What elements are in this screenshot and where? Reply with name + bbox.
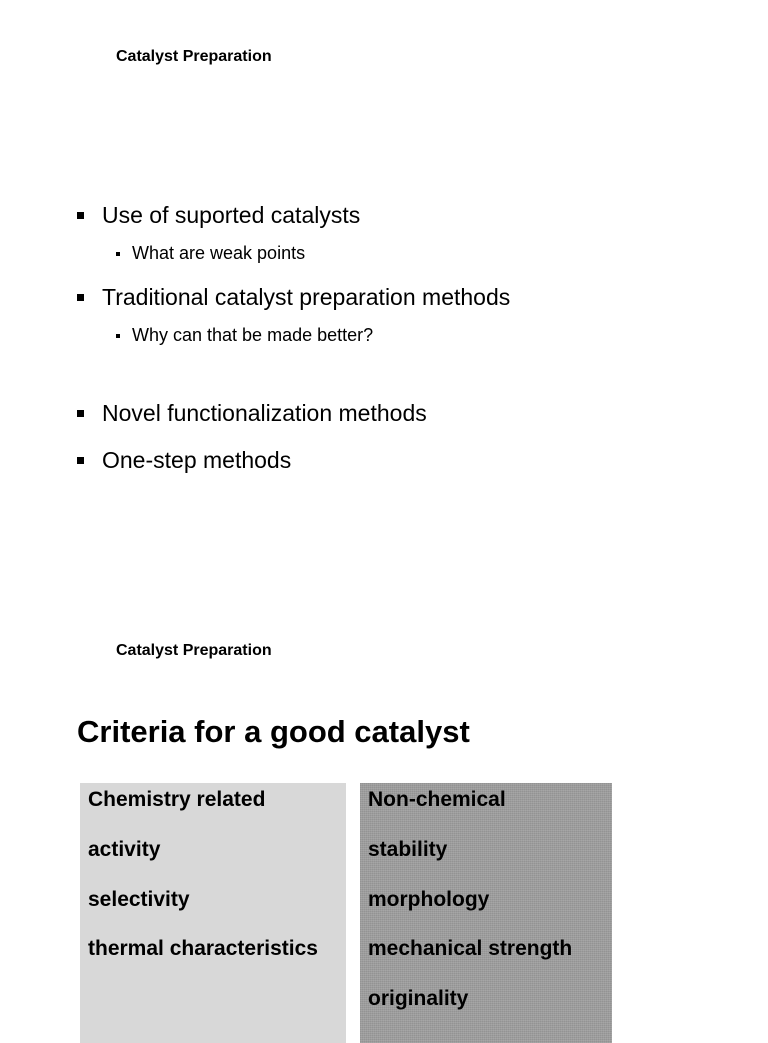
bullet-text: One-step methods [102, 447, 292, 473]
slide2-header: Catalyst Preparation [116, 642, 272, 659]
criteria-item: stability [368, 838, 448, 861]
criteria-item: mechanical strength [368, 937, 573, 960]
bullet-text: Traditional catalyst preparation methods [102, 284, 511, 310]
slide1-header: Catalyst Preparation [116, 48, 272, 65]
criteria-item: morphology [368, 888, 490, 911]
criteria-item: activity [88, 838, 161, 861]
bullet-text: Novel functionalization methods [102, 400, 427, 426]
sub-bullet-item [116, 243, 305, 264]
square-bullet-icon [77, 457, 84, 464]
criteria-item: thermal characteristics [88, 937, 318, 960]
bullet-item [77, 447, 291, 474]
non-chemical-column [360, 783, 612, 1043]
chemistry-related-column [80, 783, 346, 1043]
square-bullet-icon [77, 410, 84, 417]
column-heading: Chemistry related [88, 788, 266, 811]
square-bullet-icon [77, 294, 84, 301]
column-heading: Non-chemical [368, 788, 506, 811]
bullet-item [77, 400, 427, 427]
bullet-text: Use of suported catalysts [102, 202, 361, 228]
small-square-bullet-icon [116, 334, 120, 338]
small-square-bullet-icon [116, 252, 120, 256]
criteria-item: selectivity [88, 888, 190, 911]
sub-bullet-text: What are weak points [132, 243, 306, 263]
bullet-item [77, 284, 510, 311]
criteria-item: originality [368, 987, 469, 1010]
slide2-title: Criteria for a good catalyst [77, 714, 470, 749]
sub-bullet-item [116, 325, 373, 346]
bullet-item [77, 202, 360, 229]
sub-bullet-text: Why can that be made better? [132, 325, 374, 345]
square-bullet-icon [77, 212, 84, 219]
